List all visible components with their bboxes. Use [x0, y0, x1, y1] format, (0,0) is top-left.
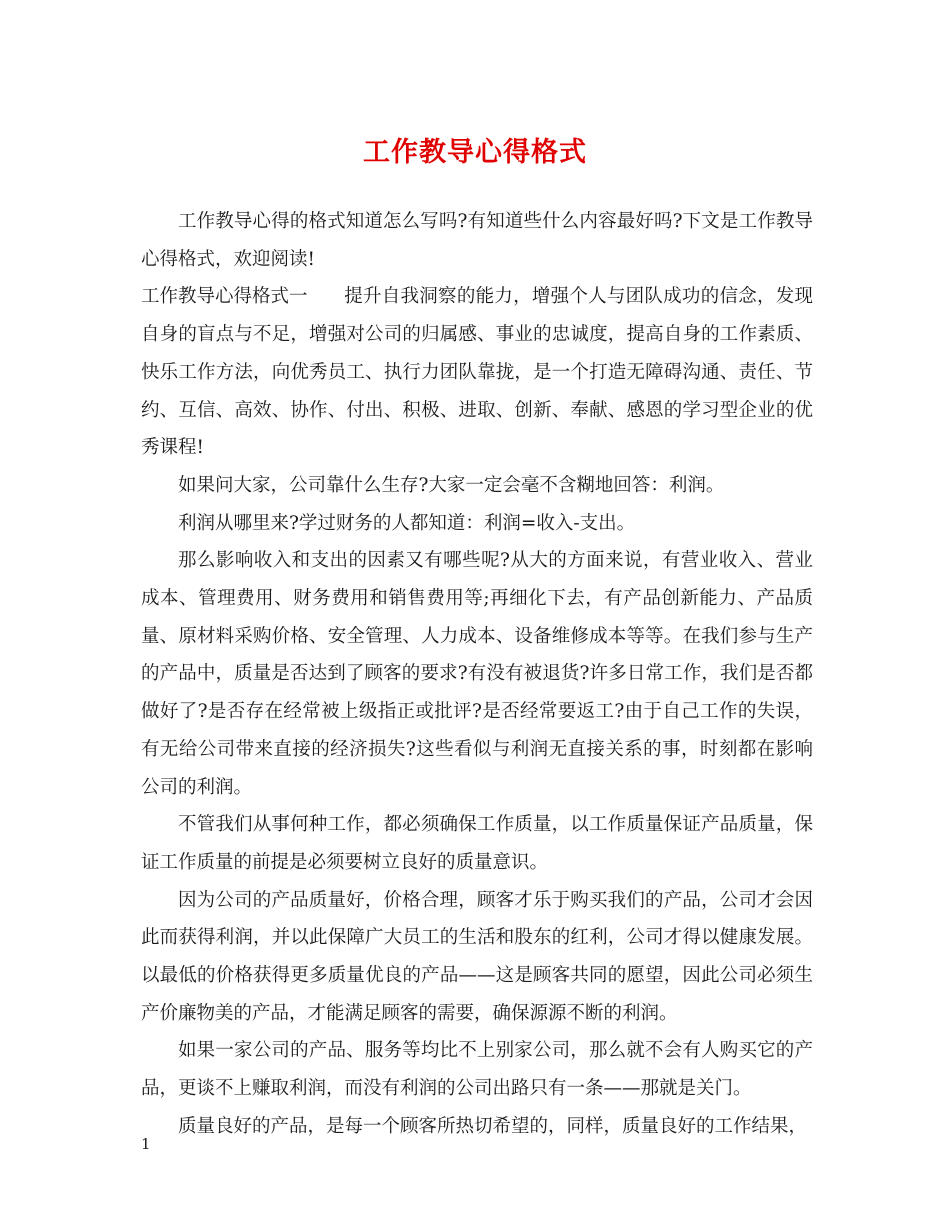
body-paragraph: 不管我们从事何种工作，都必须确保工作质量，以工作质量保证产品质量，保证工作质量的前提是必须要树立良好的质量意识。 — [141, 814, 813, 873]
body-paragraph: 如果问大家，公司靠什么生存?大家一定会毫不含糊地回答：利润。 — [178, 474, 725, 496]
body-paragraph: 因为公司的产品质量好，价格合理，顾客才乐于购买我们的产品，公司才会因此而获得利润，并以此保障广大员工的生活和股东的红利，公司才得以健康发展。以最低的价格获得更多质量优良的产品——这是顾客共同的愿望，因此公司必须生产价廉物美的产品，才能满足顾客的需要，确保源源不断的利润。 — [141, 889, 813, 1024]
document-title: 工作教导心得格式 — [363, 137, 587, 168]
body-paragraph: 利润从哪里来?学过财务的人都知道：利润=收入-支出。 — [178, 512, 636, 534]
body-paragraph: 如果一家公司的产品、服务等均比不上别家公司，那么就不会有人购买它的产品，更谈不上赚取利润，而没有利润的公司出路只有一条——那就是关门。 — [141, 1040, 813, 1100]
document-body — [141, 203, 813, 1146]
body-paragraph: 质量良好的产品，是每一个顾客所热切希望的，同样，质量良好的工作结果， — [178, 1115, 808, 1137]
section-paragraph — [141, 278, 813, 467]
section-body: 提升自我洞察的能力，增强个人与团队成功的信念，发现自身的盲点与不足，增强对公司的归属感、事业的忠诚度，提高自身的工作素质、快乐工作方法，向优秀员工、执行力团队靠拢，是一个打造无障碍沟通、责任、节约、互信、高效、协作、付出、积极、进取、创新、奉献、感恩的学习型企业的优秀课程! — [141, 286, 813, 459]
body-paragraph: 那么影响收入和支出的因素又有哪些呢?从大的方面来说，有营业收入、营业成本、管理费用、财务费用和销售费用等;再细化下去，有产品创新能力、产品质量、原材料采购价格、安全管理、人力成本、设备维修成本等等。在我们参与生产的产品中，质量是否达到了顾客的要求?有没有被退货?许多日常工作，我们是否都做好了?是否存在经常被上级指正或批评?是否经常要返工?由于自己工作的失误，有无给公司带来直接的经济损失?这些看似与利润无直接关系的事，时刻都在影响公司的利润。 — [141, 550, 813, 798]
intro-paragraph: 工作教导心得的格式知道怎么写吗?有知道些什么内容最好吗?下文是工作教导心得格式，欢迎阅读! — [141, 211, 813, 270]
page-number: 1 — [141, 1135, 151, 1153]
section-heading: 工作教导心得格式一 — [141, 286, 308, 308]
